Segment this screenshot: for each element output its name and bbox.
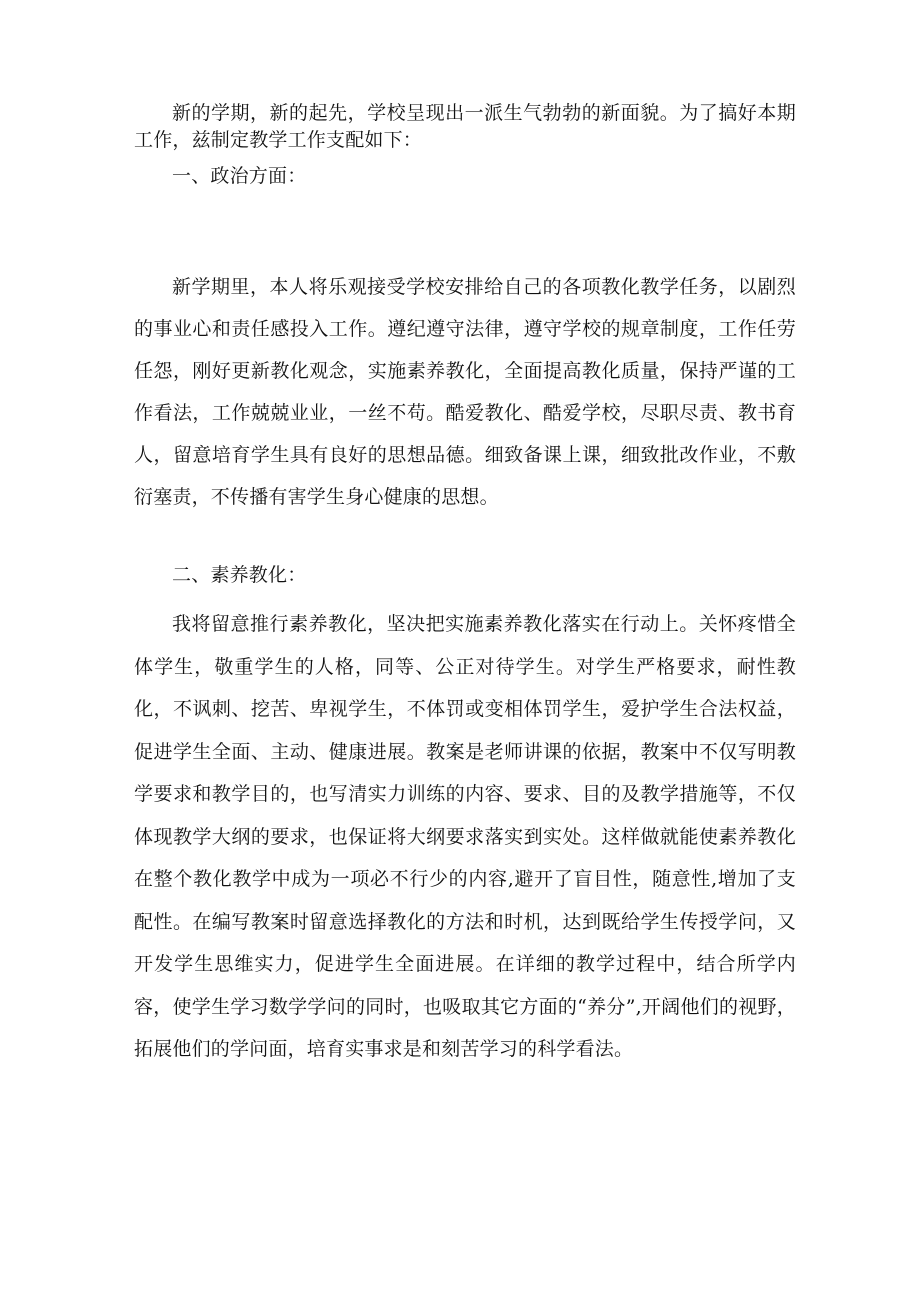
- intro-paragraph: 新的学期，新的起先，学校呈现出一派生气勃勃的新面貌。为了搞好本期工作，兹制定教学工作支配如下：: [134, 102, 796, 151]
- section-heading-politics: 一、政治方面：: [172, 165, 307, 187]
- section-body-quality-education: 我将留意推行素养教化，坚决把实施素养教化落实在行动上。关怀疼惜全体学生，敬重学生的人格，同等、公正对待学生。对学生严格要求，耐性教化，不讽刺、挖苦、卑视学生，不体罚或变相体罚学生，爱护学生合法权益，促进学生全面、主动、健康进展。教案是老师讲课的依据，教案中不仅写明教学要求和教学目的，也写清实力训练的内容、要求、目的及教学措施等，不仅体现教学大纲的要求，也保证将大纲要求落实到实处。这样做就能使素养教化在整个教化教学中成为一项必不行少的内容,避开了盲目性，随意性,增加了支配性。在编写教案时留意选择教化的方法和时机，达到既给学生传授学问，又开发学生思维实力，促进学生全面进展。在详细的教学过程中，结合所学内容，使学生学习数学学问的同时，也吸取其它方面的“养分”,开阔他们的视野，拓展他们的学问面，培育实事求是和刻苦学习的科学看法。: [134, 613, 796, 1060]
- section-heading-quality-education: 二、素养教化：: [172, 564, 307, 586]
- section-body-politics: 新学期里，本人将乐观接受学校安排给自己的各项教化教学任务，以剧烈的事业心和责任感投入工作。遵纪遵守法律，遵守学校的规章制度，工作任劳任怨，刚好更新教化观念，实施素养教化，全面提高教化质量，保持严谨的工作看法，工作兢兢业业，一丝不苟。酷爱教化、酷爱学校，尽职尽责、教书育人，留意培育学生具有良好的思想品德。细致备课上课，细致批改作业，不敷衍塞责，不传播有害学生身心健康的思想。: [134, 276, 796, 508]
